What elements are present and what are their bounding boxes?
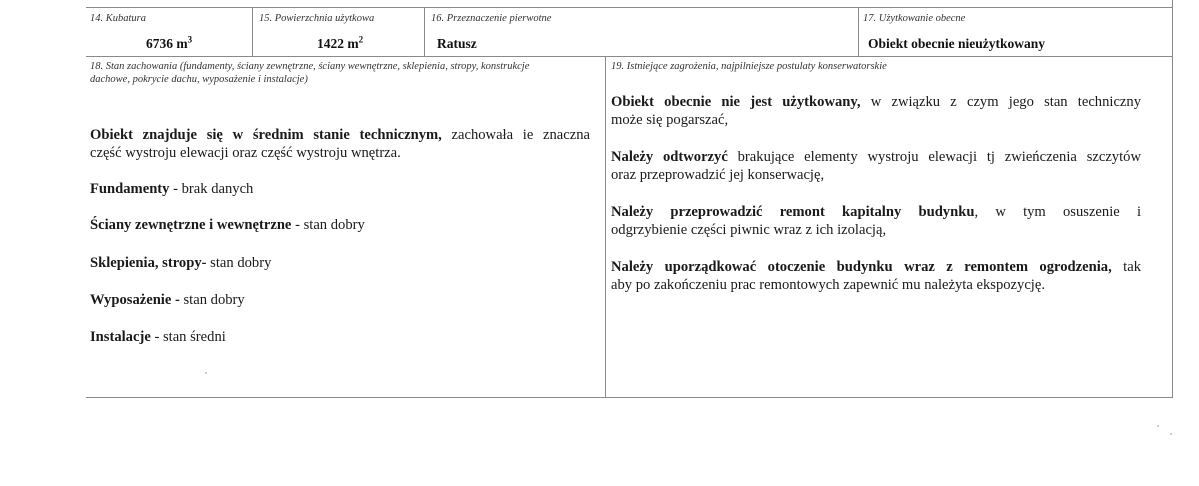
condition-item-label: Fundamenty	[90, 181, 170, 197]
kubatura-value	[146, 36, 192, 52]
section18-intro-line2: część wystroju elewacji oraz część wystroju wnętrza.	[90, 145, 401, 161]
condition-item-status: stan dobry	[206, 255, 272, 271]
section18-label-line1: 18. Stan zachowania (fundamenty, ściany zewnętrzne, ściany wewnętrzne, sklepienia, stropy, konstrukcje	[90, 61, 530, 72]
condition-item-label: Sklepienia, stropy-	[90, 255, 207, 271]
section18-intro	[90, 126, 590, 162]
kubatura-number: 6736 m	[146, 36, 188, 51]
condition-item-status: stan dobry	[179, 292, 245, 308]
powierzchnia-value	[317, 36, 363, 52]
column-divider-1	[252, 7, 253, 57]
condition-item-status: - brak danych	[169, 181, 254, 197]
condition-item-label: Ściany zewnętrzne i wewnętrzne	[90, 217, 292, 233]
section18-intro-bold: Obiekt znajduje się w średnim stanie technicznym,	[90, 127, 442, 143]
paragraph-line1	[611, 258, 1141, 276]
condition-item-label: Wyposażenie -	[90, 292, 180, 308]
section18-intro-rest1: zachowała ie znaczna	[441, 127, 590, 143]
condition-item-sciany	[90, 216, 365, 234]
paragraph-rest: tak	[1111, 259, 1141, 275]
condition-item-instalacje	[90, 328, 226, 346]
section18-intro-line1	[90, 126, 590, 144]
table-top-border	[86, 7, 1173, 8]
uzytkowanie-label: 17. Użytkowanie obecne	[863, 13, 966, 24]
scan-speck	[205, 372, 207, 374]
paragraph-line1	[611, 148, 1141, 166]
scan-speck	[1170, 433, 1172, 435]
condition-item-fundamenty	[90, 180, 253, 198]
section19-paragraph-1	[611, 93, 1141, 129]
column-divider-2	[424, 7, 425, 57]
paragraph-bold: Należy uporządkować otoczenie budynku wraz z remontem ogrodzenia,	[611, 259, 1112, 275]
paragraph-line1	[611, 93, 1141, 111]
paragraph-rest: , w tym osuszenie i	[974, 204, 1142, 220]
section19-paragraph-4	[611, 258, 1141, 294]
paragraph-bold: Obiekt obecnie nie jest użytkowany,	[611, 94, 861, 110]
section18-label	[90, 61, 600, 86]
condition-item-status: - stan średni	[150, 329, 226, 345]
condition-item-status: - stan dobry	[291, 217, 365, 233]
powierzchnia-label: 15. Powierzchnia użytkowa	[259, 13, 375, 24]
table-right-border	[1172, 0, 1173, 398]
kubatura-label: 14. Kubatura	[90, 13, 147, 24]
paragraph-rest: w związku z czym jego stan techniczny	[860, 94, 1141, 110]
column-divider-3	[858, 7, 859, 57]
section18-label-line2: dachowe, pokrycie dachu, wyposażenie i instalacje)	[90, 73, 308, 85]
row-divider	[86, 56, 1173, 57]
section19-label: 19. Istniejące zagrożenia, najpilniejsze postulaty konserwatorskie	[611, 61, 887, 72]
condition-item-wyposazenie	[90, 291, 245, 309]
paragraph-bold: Należy odtworzyć	[611, 149, 728, 165]
section-divider	[605, 56, 606, 398]
paragraph-line2: odgrzybienie części piwnic wraz z ich izolacją,	[611, 222, 887, 238]
uzytkowanie-value: Obiekt obecnie nieużytkowany	[868, 36, 1046, 51]
paragraph-line2: może się pogarszać,	[611, 112, 729, 128]
paragraph-line1	[611, 203, 1141, 221]
condition-item-label: Instalacje	[90, 329, 151, 345]
powierzchnia-unit-exponent: 2	[358, 34, 364, 45]
section18-body	[90, 126, 590, 162]
powierzchnia-number: 1422 m	[317, 36, 359, 51]
paragraph-rest: brakujące elementy wystroju elewacji tj zwieńczenia szczytów	[727, 149, 1141, 165]
paragraph-line2: oraz przeprowadzić jej konserwację,	[611, 167, 825, 183]
table-bottom-border	[86, 397, 1173, 398]
condition-item-sklepienia	[90, 254, 271, 272]
section19-paragraph-3	[611, 203, 1141, 239]
section19-paragraph-2	[611, 148, 1141, 184]
paragraph-line2: aby po zakończeniu prac remontowych zapewnić mu należyta ekspozycję.	[611, 277, 1045, 293]
kubatura-unit-exponent: 3	[187, 34, 193, 45]
scan-speck	[1157, 425, 1159, 427]
przeznaczenie-label: 16. Przeznaczenie pierwotne	[431, 13, 552, 24]
przeznaczenie-value: Ratusz	[437, 36, 477, 51]
paragraph-bold: Należy przeprowadzić remont kapitalny budynku	[611, 204, 975, 220]
